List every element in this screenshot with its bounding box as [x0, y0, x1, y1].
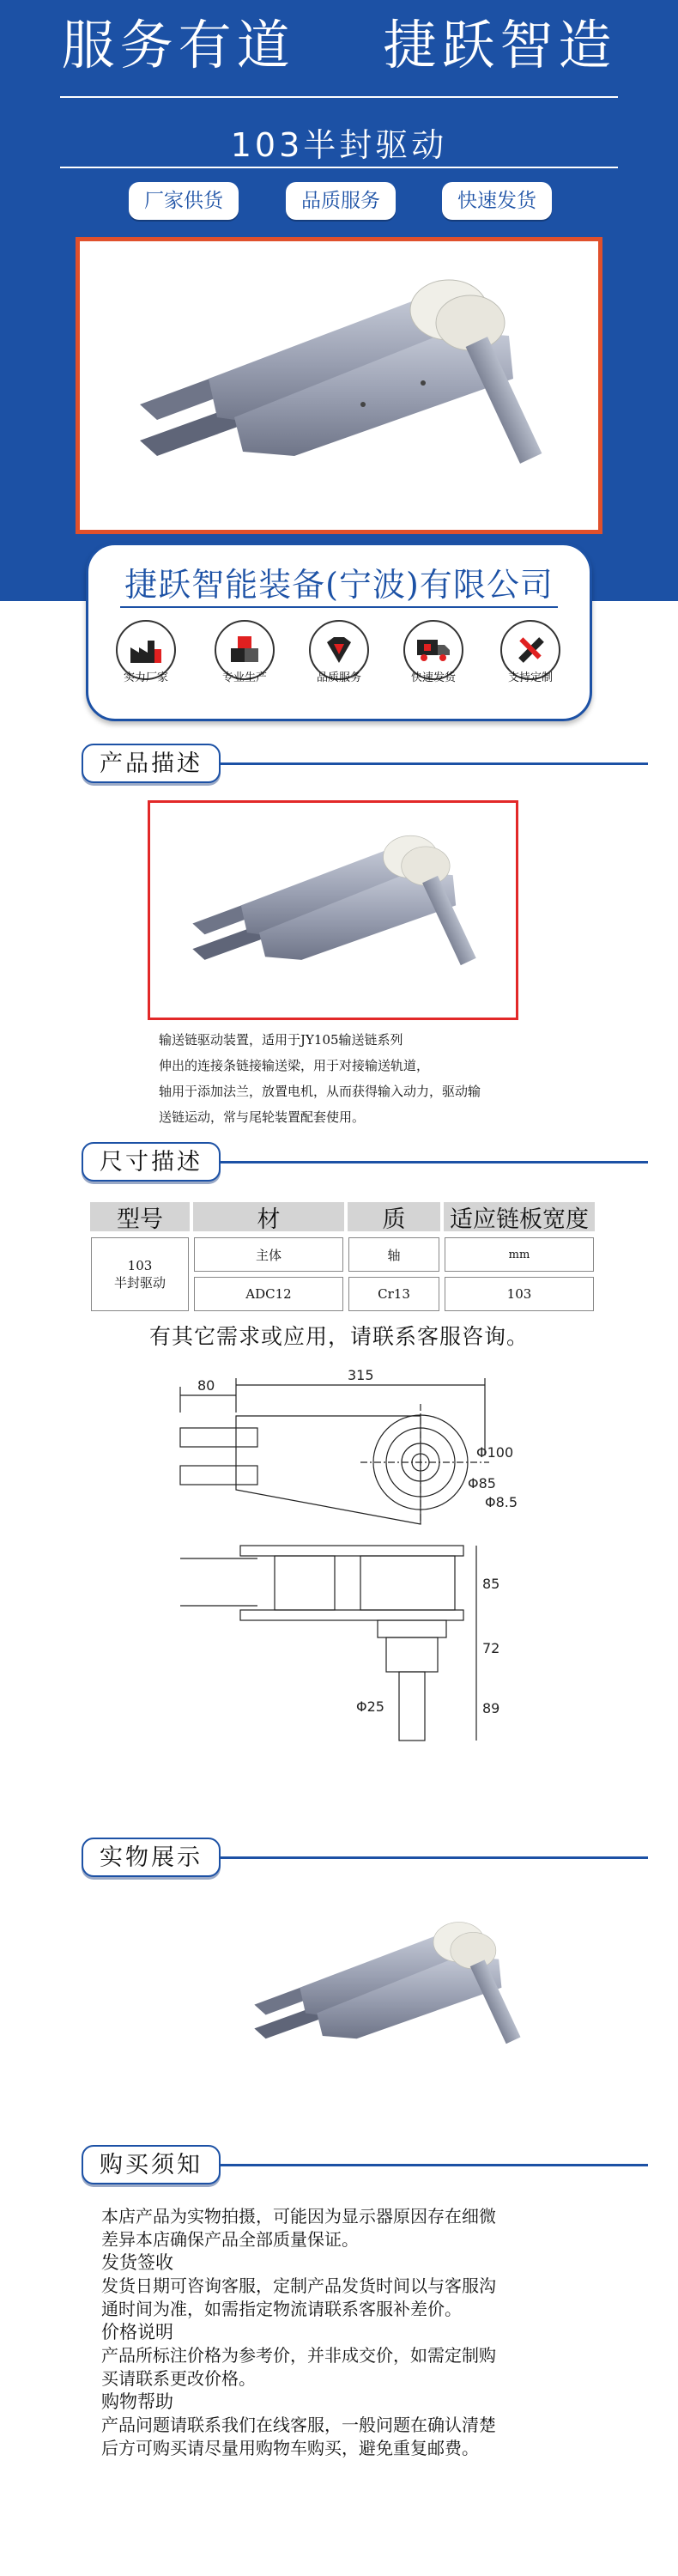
- spec-header-chain-width: 适应链板宽度: [442, 1200, 596, 1233]
- company-name: 捷跃智能装备(宁波)有限公司: [124, 566, 554, 604]
- spec-header-material-1: 材: [191, 1200, 346, 1233]
- technical-drawing: [163, 1361, 541, 1773]
- dim-80: 80: [197, 1377, 215, 1394]
- notice-price-2: 买请联系更改价格。: [101, 2368, 256, 2389]
- feature-fast-delivery: 快速发货: [399, 620, 468, 684]
- dim-d100: Φ100: [476, 1444, 514, 1461]
- dim-85-side: 85: [482, 1576, 500, 1592]
- section-tab-purchase: 购买须知: [82, 2145, 221, 2184]
- description-line-3: 轴用于添加法兰，放置电机，从而获得输入动力，驱动输: [159, 1084, 481, 1099]
- section-tab-dimensions: 尺寸描述: [82, 1142, 221, 1182]
- dim-d85: Φ85: [468, 1475, 496, 1492]
- notice-help-2: 后方可购买请尽量用购物车购买，避免重复邮费。: [101, 2438, 479, 2458]
- title-underline: [60, 167, 618, 168]
- drive-unit-image-3: [215, 1893, 558, 2091]
- spec-model-cell: [91, 1237, 189, 1311]
- description-line-4: 送链运动，常与尾轮装置配套使用。: [159, 1109, 366, 1125]
- description-line-2: 伸出的连接条链接输送梁，用于对接输送轨道，: [159, 1058, 430, 1073]
- spec-model-number: 103: [127, 1257, 153, 1273]
- company-divider: [120, 606, 558, 608]
- spec-header-material-2: 质: [346, 1200, 442, 1233]
- notice-help-1: 产品问题请联系我们在线客服，一般问题在确认清楚: [101, 2415, 496, 2435]
- spec-value-shaft: Cr13: [348, 1277, 439, 1311]
- dim-d25: Φ25: [356, 1698, 384, 1715]
- notice-shipping-2: 通时间为准，如需指定物流请联系客服补差价。: [101, 2299, 462, 2319]
- feature-custom-support: 支持定制: [496, 620, 565, 684]
- dim-72: 72: [482, 1640, 500, 1656]
- badge-factory-supply: 厂家供货: [129, 182, 239, 220]
- dim-d8-5: Φ8.5: [485, 1494, 518, 1510]
- notice-help-title: 购物帮助: [101, 2391, 173, 2412]
- description-product-photo: [148, 800, 518, 1020]
- description-line-1: 输送链驱动装置，适用于JY105输送链系列: [159, 1032, 403, 1048]
- badge-fast-delivery: 快速发货: [442, 182, 552, 220]
- spec-value-body: ADC12: [194, 1277, 343, 1311]
- dim-315: 315: [348, 1367, 374, 1383]
- spec-sub-body: 主体: [194, 1237, 343, 1272]
- notice-price-title: 价格说明: [101, 2322, 173, 2342]
- badge-quality-service: 品质服务: [286, 182, 396, 220]
- slogan-underline: [60, 96, 618, 98]
- page-title: 103半封驱动: [230, 126, 448, 164]
- section-tab-description: 产品描述: [82, 744, 221, 783]
- section-tab-photos: 实物展示: [82, 1838, 221, 1877]
- notice-price-1: 产品所标注价格为参考价，并非成交价，如需定制购: [101, 2345, 496, 2366]
- real-photo: [215, 1893, 558, 2091]
- spec-model-name: 半封驱动: [113, 1274, 166, 1291]
- slogan: 服务有道 捷跃智造: [61, 14, 617, 76]
- spec-sub-shaft: 轴: [348, 1237, 439, 1272]
- notice-shipping-title: 发货签收: [101, 2252, 173, 2273]
- drive-unit-image: [80, 241, 598, 530]
- spec-sub-unit: mm: [445, 1237, 594, 1272]
- notice-intro-2: 差异本店确保产品全部质量保证。: [101, 2229, 359, 2250]
- drive-unit-image-2: [150, 803, 516, 1018]
- feature-professional-production: 专业生产: [210, 620, 279, 684]
- spec-note: 有其它需求或应用，请联系客服咨询。: [148, 1324, 529, 1349]
- notice-shipping-1: 发货日期可咨询客服，定制产品发货时间以与客服沟: [101, 2275, 496, 2296]
- spec-header-model: 型号: [88, 1200, 191, 1233]
- hero-product-photo: [76, 237, 602, 534]
- purchase-notice: [101, 2205, 633, 2460]
- notice-intro-1: 本店产品为实物拍摄，可能因为显示器原因存在细微: [101, 2206, 496, 2227]
- feature-quality-service: 品质服务: [305, 620, 373, 684]
- feature-strength-factory: 实力厂家: [112, 620, 180, 684]
- dim-89: 89: [482, 1700, 500, 1716]
- spec-value-width: 103: [445, 1277, 594, 1311]
